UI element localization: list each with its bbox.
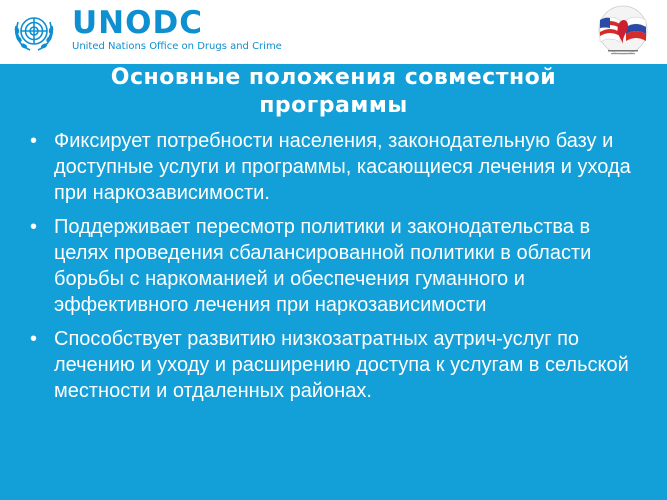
slide-title [60, 64, 607, 120]
bullet-item [26, 128, 646, 206]
un-emblem-icon [10, 8, 58, 56]
bullet-text: Поддерживает пересмотр политики и законодательства в целях проведения сбалансированной политики в области борьбы с наркоманией и обеспечения гуманного и эффективного лечения при наркозависимости [54, 216, 592, 316]
bullet-list [26, 128, 646, 412]
bullet-dot-icon: • [30, 328, 38, 350]
bullet-dot-icon: • [30, 216, 38, 238]
slide-title-line-2: программы [259, 93, 408, 118]
bullet-item [26, 326, 646, 404]
bullet-text: Способствует развитию низкозатратных аутрич-услуг по лечению и уходу и расширению доступа к услугам в сельской местности и отдаленных районах. [54, 328, 629, 402]
brand-block [72, 6, 282, 53]
bullet-text: Фиксирует потребности населения, законодательную базу и доступные услуги и программы, касающиеся лечения и ухода при наркозависимости. [54, 130, 631, 204]
partner-flags-logo-icon [582, 4, 664, 60]
brand-subtitle: United Nations Office on Drugs and Crime [72, 41, 282, 52]
slide-title-line-1: Основные положения совместной [110, 65, 557, 90]
brand-name: UNODC [72, 5, 203, 41]
header-bar [0, 0, 667, 64]
bullet-dot-icon: • [30, 130, 38, 152]
bullet-item [26, 214, 646, 318]
